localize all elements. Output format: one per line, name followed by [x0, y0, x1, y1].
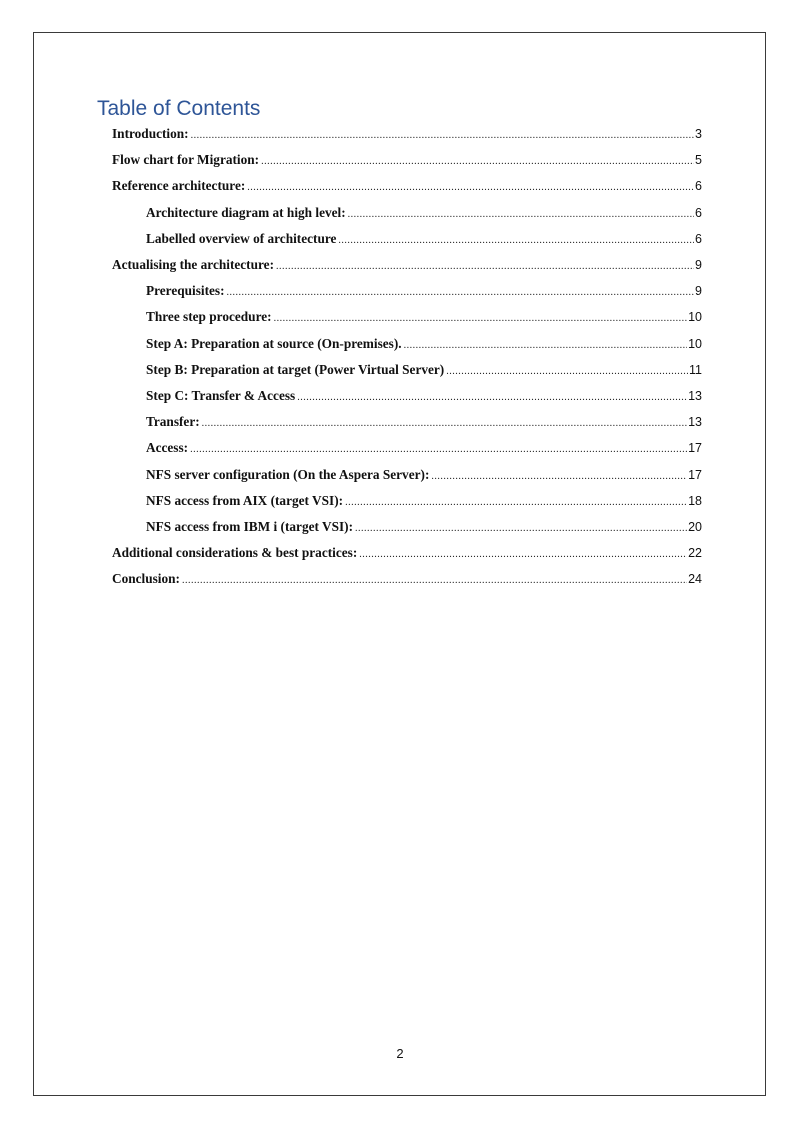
toc-entry-label: Flow chart for Migration:	[112, 152, 260, 167]
toc-entry[interactable]	[146, 204, 702, 222]
dot-leader	[274, 310, 688, 328]
toc-entry[interactable]	[146, 308, 702, 326]
toc-entry[interactable]	[146, 387, 702, 405]
toc-entry[interactable]	[146, 439, 702, 457]
toc-entry-page-number: 13	[688, 389, 702, 403]
toc-entry[interactable]	[146, 282, 702, 300]
toc-entry-label: Step A: Preparation at source (On-premises).	[146, 336, 402, 351]
toc-entry-label: Labelled overview of architecture	[146, 231, 337, 246]
dot-leader	[191, 127, 694, 145]
toc-entry-page-number: 22	[688, 546, 702, 560]
toc-entry-label: Conclusion:	[112, 571, 180, 586]
dot-leader	[247, 179, 694, 197]
toc-entry[interactable]	[112, 151, 702, 169]
toc-entry-label: Three step procedure:	[146, 309, 272, 324]
dot-leader	[202, 415, 687, 433]
toc-entry-label: Transfer:	[146, 414, 200, 429]
dot-leader	[359, 546, 687, 564]
toc-entry-label: NFS access from IBM i (target VSI):	[146, 519, 354, 534]
toc-entry-page-number: 17	[688, 441, 702, 455]
toc-entry-label: Step C: Transfer & Access	[146, 388, 296, 403]
toc-entry-page-number: 6	[695, 232, 702, 246]
toc-entry[interactable]	[112, 125, 702, 143]
toc-entry-page-number: 13	[688, 415, 702, 429]
toc-entry[interactable]	[146, 518, 702, 536]
toc-entry[interactable]	[146, 466, 702, 484]
toc-entry-page-number: 9	[695, 284, 702, 298]
toc-entry[interactable]	[112, 544, 702, 562]
dot-leader	[431, 468, 687, 486]
toc-entry[interactable]	[112, 256, 702, 274]
toc-entry-label: Access:	[146, 440, 189, 455]
toc-entry-page-number: 17	[688, 468, 702, 482]
toc-entry-page-number: 9	[695, 258, 702, 272]
toc-entry-page-number: 10	[688, 310, 702, 324]
toc-entry-label: Reference architecture:	[112, 178, 246, 193]
toc-entry[interactable]	[146, 413, 702, 431]
dot-leader	[227, 284, 695, 302]
dot-leader	[276, 258, 694, 276]
toc-entry-label: Architecture diagram at high level:	[146, 205, 346, 220]
toc-entry-page-number: 6	[695, 179, 702, 193]
toc-entry[interactable]	[112, 570, 702, 588]
dot-leader	[297, 389, 687, 407]
toc-entry-label: Prerequisites:	[146, 283, 225, 298]
dot-leader	[345, 494, 687, 512]
toc-entry-label: NFS access from AIX (target VSI):	[146, 493, 344, 508]
toc-entry-label: Step B: Preparation at target (Power Virtual Server)	[146, 362, 445, 377]
toc-entry[interactable]	[146, 361, 702, 379]
toc-entry-label: Actualising the architecture:	[112, 257, 274, 272]
dot-leader	[182, 572, 687, 590]
toc-entry-page-number: 24	[688, 572, 702, 586]
toc-entry-page-number: 6	[695, 206, 702, 220]
dot-leader	[446, 363, 688, 381]
toc-entry-page-number: 3	[695, 127, 702, 141]
dot-leader	[404, 337, 688, 355]
toc-entry-page-number: 10	[688, 337, 702, 351]
toc-entry-label: NFS server configuration (On the Aspera Server):	[146, 467, 430, 482]
toc-title: Table of Contents	[97, 97, 261, 120]
toc-entry[interactable]	[146, 492, 702, 510]
toc-entry[interactable]	[112, 177, 702, 195]
dot-leader	[190, 441, 687, 459]
dot-leader	[261, 153, 694, 171]
toc-entry-label: Introduction:	[112, 126, 189, 141]
toc-entry-label: Additional considerations & best practices:	[112, 545, 358, 560]
dot-leader	[348, 206, 694, 224]
toc-entry[interactable]	[146, 230, 702, 248]
toc-entry-page-number: 5	[695, 153, 702, 167]
dot-leader	[355, 520, 687, 538]
toc-entry-page-number: 11	[689, 363, 702, 377]
page-number: 2	[396, 1046, 404, 1061]
dot-leader	[338, 232, 694, 250]
toc-entry-page-number: 18	[688, 494, 702, 508]
toc-entry-page-number: 20	[688, 520, 702, 534]
toc-entry[interactable]	[146, 335, 702, 353]
